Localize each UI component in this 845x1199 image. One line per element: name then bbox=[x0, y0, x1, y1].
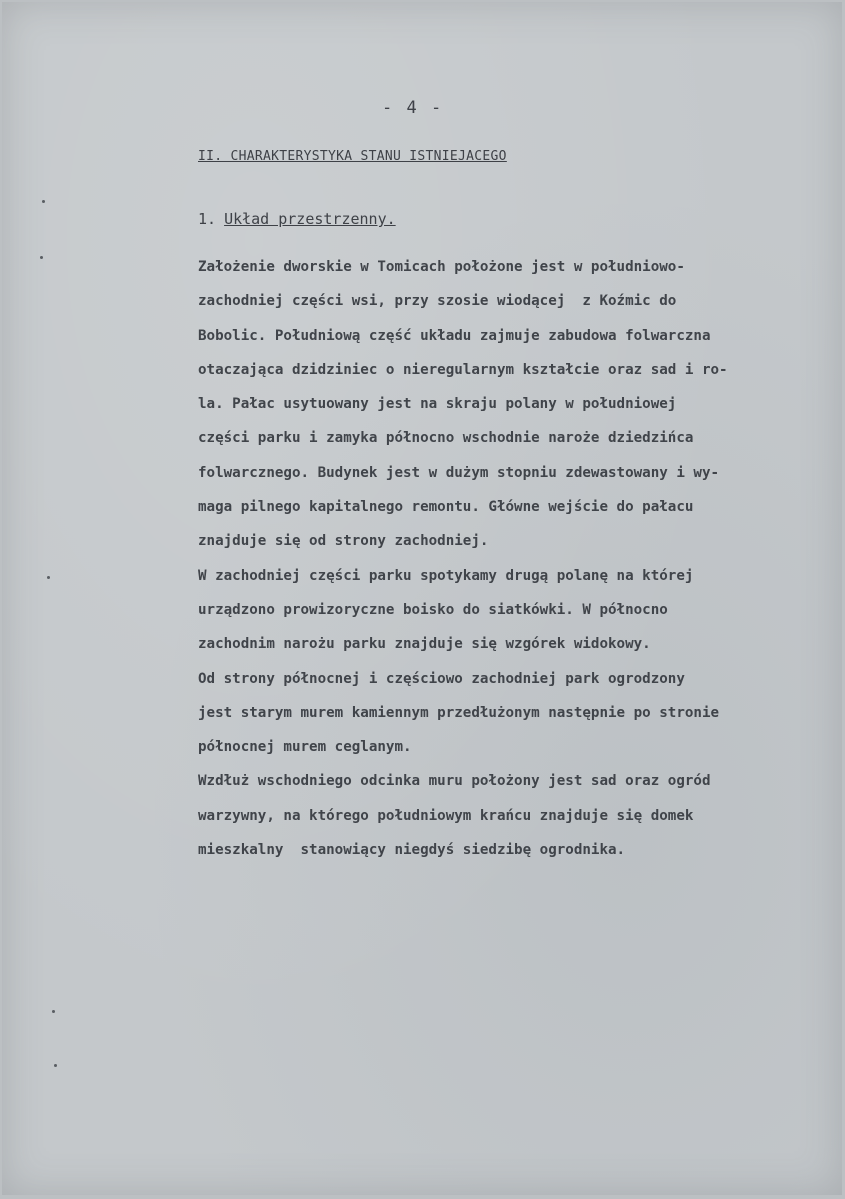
text-line: północnej murem ceglanym. bbox=[198, 739, 412, 756]
paper-speck bbox=[40, 256, 43, 259]
paper-speck bbox=[54, 1064, 57, 1067]
subsection-heading bbox=[198, 210, 396, 228]
text-line: części parku i zamyka północno wschodnie naroże dziedzińca bbox=[198, 430, 694, 447]
subsection-number: 1. bbox=[198, 210, 217, 228]
text-line: Od strony północnej i częściowo zachodniej park ogrodzony bbox=[198, 670, 685, 687]
paper-speck bbox=[47, 576, 50, 579]
paper-speck bbox=[42, 200, 45, 203]
subsection-title: Układ przestrzenny. bbox=[224, 210, 396, 228]
text-line: jest starym murem kamiennym przedłużonym następnie po stronie bbox=[198, 704, 720, 721]
text-line: Wzdłuż wschodniego odcinka muru położony jest sad oraz ogród bbox=[198, 773, 711, 790]
text-line: zachodnim narożu parku znajduje się wzgórek widokowy. bbox=[198, 636, 651, 653]
document-page bbox=[2, 2, 842, 1195]
text-line: maga pilnego kapitalnego remontu. Główne wejście do pałacu bbox=[198, 499, 694, 516]
text-line: folwarcznego. Budynek jest w dużym stopniu zdewastowany i wy- bbox=[198, 464, 720, 481]
text-line: W zachodniej części parku spotykamy drugą polanę na której bbox=[198, 567, 694, 584]
text-line: Bobolic. Południową część układu zajmuje zabudowa folwarczna bbox=[198, 327, 711, 344]
text-line: otaczająca dzidziniec o nieregularnym kształcie oraz sad i ro- bbox=[198, 361, 728, 378]
text-line: Założenie dworskie w Tomicach położone jest w południowo- bbox=[198, 259, 685, 275]
paper-speck bbox=[52, 1010, 55, 1013]
text-line: warzywny, na którego południowym krańcu znajduje się domek bbox=[198, 807, 694, 824]
text-line: mieszkalny stanowiący niegdyś siedzibę ogrodnika. bbox=[198, 842, 626, 859]
section-heading: II. CHARAKTERYSTYKA STANU ISTNIEJACEGO bbox=[198, 149, 507, 164]
page-number: - 4 - bbox=[382, 98, 444, 118]
text-line: zachodniej części wsi, przy szosie wiodącej z Koźmic do bbox=[198, 293, 677, 310]
text-line: urządzono prowizoryczne boisko do siatkówki. W północno bbox=[198, 601, 668, 618]
text-line: la. Pałac usytuowany jest na skraju polany w południowej bbox=[198, 396, 677, 413]
text-line: znajduje się od strony zachodniej. bbox=[198, 533, 489, 550]
body-text bbox=[198, 250, 838, 867]
